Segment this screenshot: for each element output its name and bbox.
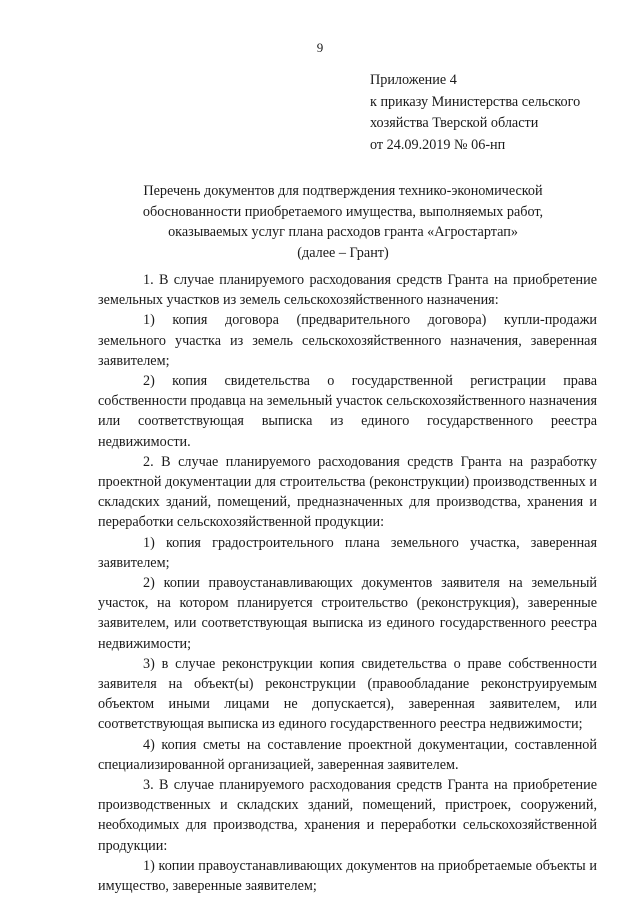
document-title <box>98 181 588 263</box>
title-line: (далее – Грант) <box>297 244 389 261</box>
paragraph: 2. В случае планируемого расходования средств Гранта на разработку проектной документации для строительства (реконструкции) производственных и складских зданий, помещений, предназначенных для производства, хранения и переработки сельскохозяйственной продукции: <box>98 453 597 531</box>
paragraph: 4) копия сметы на составление проектной документации, составленной специализированной организацией, заверенная заявителем. <box>98 736 597 773</box>
paragraph: 3) в случае реконструкции копия свидетельства о праве собственности заявителя на объект(ы) реконструкции (правообладание реконструируемым объектом иными лицами не допускается), заверенная заявителем, или соответствующая выписка из единого государственного реестра недвижимости; <box>98 655 597 733</box>
paragraph: 1) копия градостроительного плана земельного участка, заверенная заявителем; <box>98 534 597 571</box>
document-body <box>98 270 597 896</box>
paragraph: 1) копии правоустанавливающих документов на приобретаемые объекты и имущество, заверенные заявителем; <box>98 857 597 895</box>
appendix-line: к приказу Министерства сельского <box>370 93 581 110</box>
paragraph: 1) копия договора (предварительного договора) купли-продажи земельного участка из земель сельскохозяйственного назначения, заверенная заявителем; <box>98 312 597 369</box>
paragraph: 3. В случае планируемого расходования средств Гранта на приобретение производственных и складских зданий, помещений, пристроек, сооружений, необходимых для производства, хранения и переработки сельскохозяйственной продукции: <box>98 777 597 854</box>
appendix-header <box>370 70 580 156</box>
paragraph: 2) копия свидетельства о государственной регистрации права собственности продавца на земельный участок сельскохозяйственного назначения или соответствующая выписка из единого государственного реестра недвижимости. <box>98 373 597 450</box>
appendix-line: Приложение 4 <box>370 72 457 88</box>
title-line: Перечень документов для подтверждения технико-экономической <box>143 183 543 199</box>
paragraph: 1. В случае планируемого расходования средств Гранта на приобретение земельных участков из земель сельскохозяйственного назначения: <box>98 272 597 309</box>
page-number: 9 <box>316 40 324 55</box>
title-line: обоснованности приобретаемого имущества, выполняемых работ, <box>142 203 544 220</box>
paragraph: 2) копии правоустанавливающих документов заявителя на земельный участок, на котором планируется строительство (реконструкция), заверенные заявителем, или соответствующая выписка из единого государственного реестра недвижимости; <box>98 575 597 652</box>
title-line: оказываемых услуг плана расходов гранта «Агростартап» <box>168 224 518 240</box>
appendix-line: от 24.09.2019 № 06-нп <box>370 136 506 153</box>
appendix-line: хозяйства Тверской области <box>370 115 539 131</box>
